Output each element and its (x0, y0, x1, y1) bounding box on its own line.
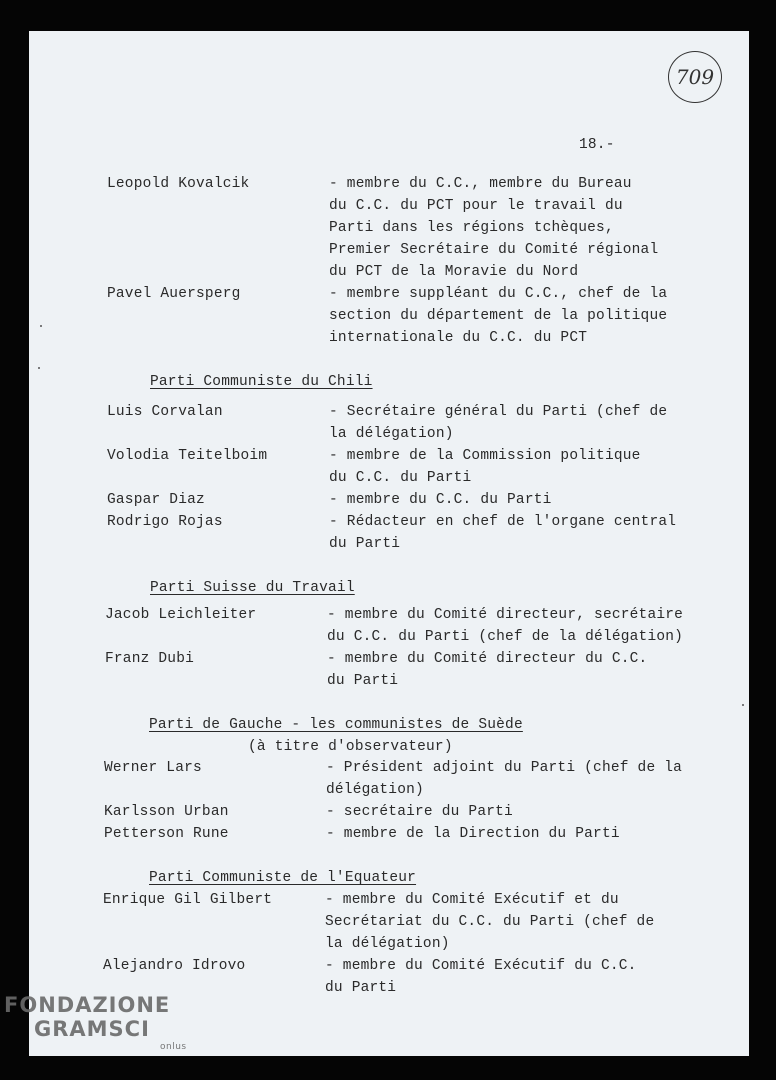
delegate-role-line: délégation) (326, 782, 424, 798)
delegate-role-line: du C.C. du Parti (329, 470, 472, 486)
delegate-role-line: - membre du Comité directeur, secrétaire (327, 607, 684, 623)
delegate-role-line: - secrétaire du Parti (326, 804, 513, 820)
archive-stamp: 709 (668, 51, 722, 103)
delegate-role-line: - Président adjoint du Parti (chef de la (326, 760, 683, 776)
delegate-role-line: Premier Secrétaire du Comité régional (329, 242, 659, 258)
delegate-role-line: - membre du Comité directeur du C.C. (327, 651, 648, 667)
document-page (29, 31, 749, 1056)
watermark-logo (4, 993, 187, 1053)
delegate-role-line: - membre de la Commission politique (329, 448, 641, 464)
delegate-name: Petterson Rune (104, 826, 229, 842)
delegate-role-line: du Parti (327, 673, 399, 689)
speck (38, 367, 40, 369)
delegate-role-line: Secrétariat du C.C. du Parti (chef de (325, 914, 655, 930)
delegate-role-line: du C.C. du Parti (chef de la délégation) (327, 629, 684, 645)
watermark-line: FONDAZIONE (4, 993, 171, 1017)
delegate-name: Gaspar Diaz (107, 492, 205, 508)
delegate-role-line: du Parti (329, 536, 401, 552)
delegate-role-line: - membre du C.C., membre du Bureau (329, 176, 632, 192)
delegate-role-line: - membre suppléant du C.C., chef de la (329, 286, 668, 302)
watermark-line: onlus (160, 1042, 187, 1052)
delegate-role-line: section du département de la politique (329, 308, 668, 324)
delegate-role-line: la délégation) (329, 426, 454, 442)
party-heading: Parti de Gauche - les communistes de Suède (149, 717, 523, 733)
delegate-name: Franz Dubi (105, 651, 195, 667)
delegate-role-line: - Rédacteur en chef de l'organe central (329, 514, 677, 530)
delegate-role-line: internationale du C.C. du PCT (329, 330, 588, 346)
delegate-name: Alejandro Idrovo (103, 958, 246, 974)
delegate-role-line: Parti dans les régions tchèques, (329, 220, 614, 236)
delegate-role-line: - membre du C.C. du Parti (329, 492, 552, 508)
party-heading: Parti Communiste du Chili (150, 374, 373, 390)
delegate-name: Enrique Gil Gilbert (103, 892, 273, 908)
delegate-name: Volodia Teitelboim (107, 448, 268, 464)
page-number: 18.- (579, 137, 615, 153)
delegate-name: Rodrigo Rojas (107, 514, 223, 530)
speck (742, 704, 744, 706)
delegate-role-line: - membre du Comité Exécutif du C.C. (325, 958, 637, 974)
speck (40, 325, 42, 327)
party-heading: Parti Communiste de l'Equateur (149, 870, 417, 886)
delegate-name: Luis Corvalan (107, 404, 223, 420)
delegate-name: Pavel Auersperg (107, 286, 241, 302)
delegate-name: Jacob Leichleiter (105, 607, 257, 623)
delegate-name: Werner Lars (104, 760, 202, 776)
party-heading-note: (à titre d'observateur) (248, 739, 453, 755)
party-heading: Parti Suisse du Travail (150, 580, 355, 596)
delegate-role-line: - membre du Comité Exécutif et du (325, 892, 619, 908)
delegate-role-line: - membre de la Direction du Parti (326, 826, 620, 842)
delegate-role-line: du PCT de la Moravie du Nord (329, 264, 579, 280)
delegate-role-line: du C.C. du PCT pour le travail du (329, 198, 623, 214)
watermark-line: GRAMSCI (34, 1017, 150, 1041)
delegate-role-line: du Parti (325, 980, 397, 996)
delegate-role-line: - Secrétaire général du Parti (chef de (329, 404, 668, 420)
delegate-role-line: la délégation) (325, 936, 450, 952)
delegate-name: Leopold Kovalcik (107, 176, 250, 192)
delegate-name: Karlsson Urban (104, 804, 229, 820)
